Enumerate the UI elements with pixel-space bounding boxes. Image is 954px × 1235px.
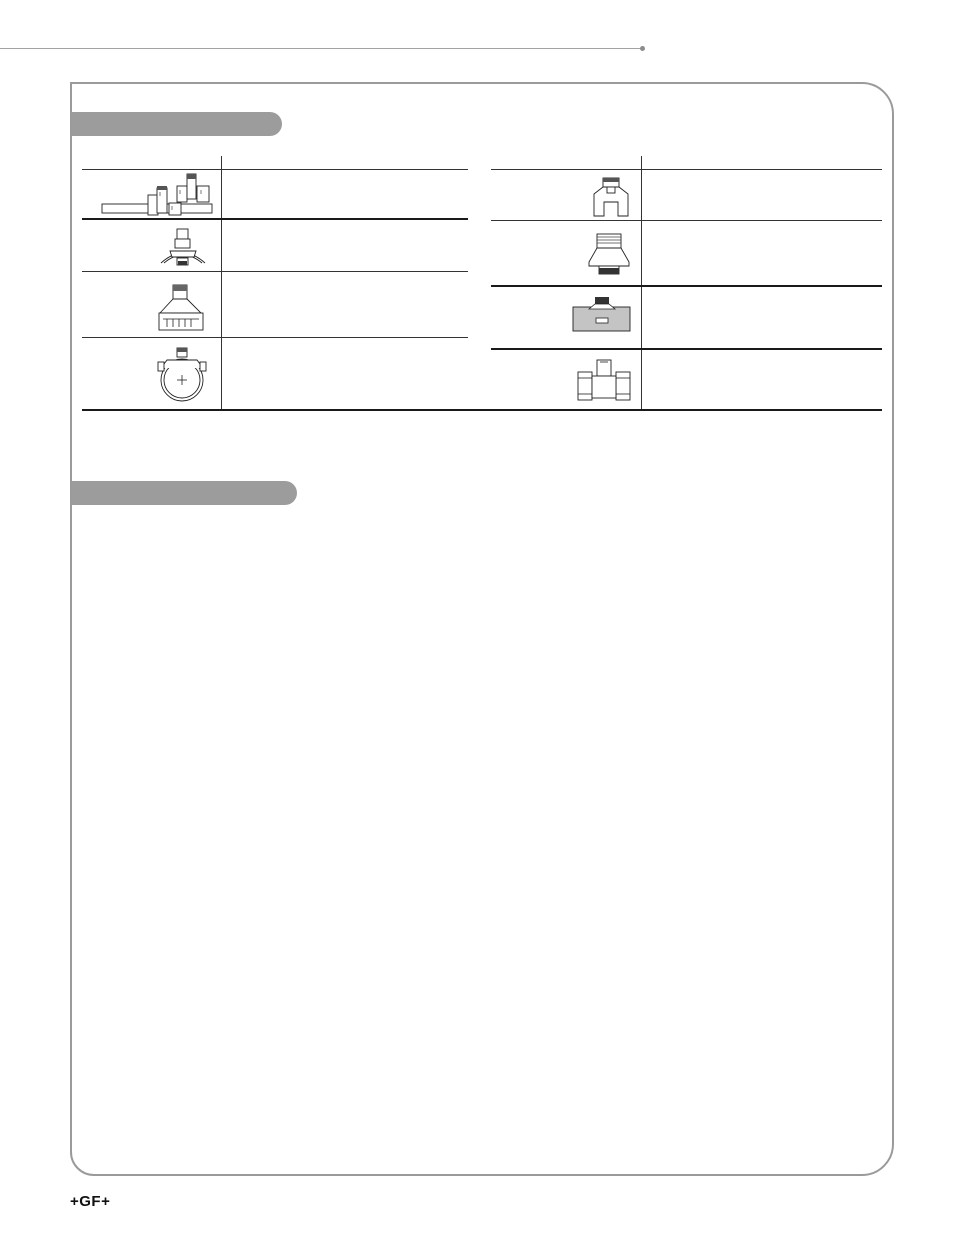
section-heading-tab-2	[72, 481, 297, 505]
table-bottom-rule	[82, 409, 882, 411]
left-row-rule-1	[82, 218, 468, 220]
left-row-rule-3	[82, 337, 468, 338]
right-row-rule-2	[491, 285, 882, 287]
reducer-coupler-icon	[585, 230, 633, 276]
gf-logo: +GF+	[70, 1193, 111, 1210]
clamp-saddle-icon	[155, 346, 209, 404]
saddle-outlet-icon	[158, 225, 208, 269]
header-rule-dot	[640, 46, 645, 51]
right-row-rule-3	[491, 348, 882, 350]
header-rule	[0, 48, 642, 49]
repair-saddle-icon	[572, 295, 632, 333]
spigot-tee-icon	[590, 174, 632, 218]
right-header-rule	[491, 169, 882, 170]
right-column-divider	[641, 156, 642, 410]
left-column-divider	[221, 156, 222, 410]
section-heading-tab	[72, 112, 282, 136]
tapping-tee-assembly-icon	[100, 172, 215, 216]
left-row-rule-2	[82, 271, 468, 272]
left-header-rule	[82, 169, 468, 170]
valve-tee-icon	[576, 356, 632, 404]
branch-saddle-icon	[155, 283, 207, 333]
right-row-rule-1	[491, 220, 882, 221]
